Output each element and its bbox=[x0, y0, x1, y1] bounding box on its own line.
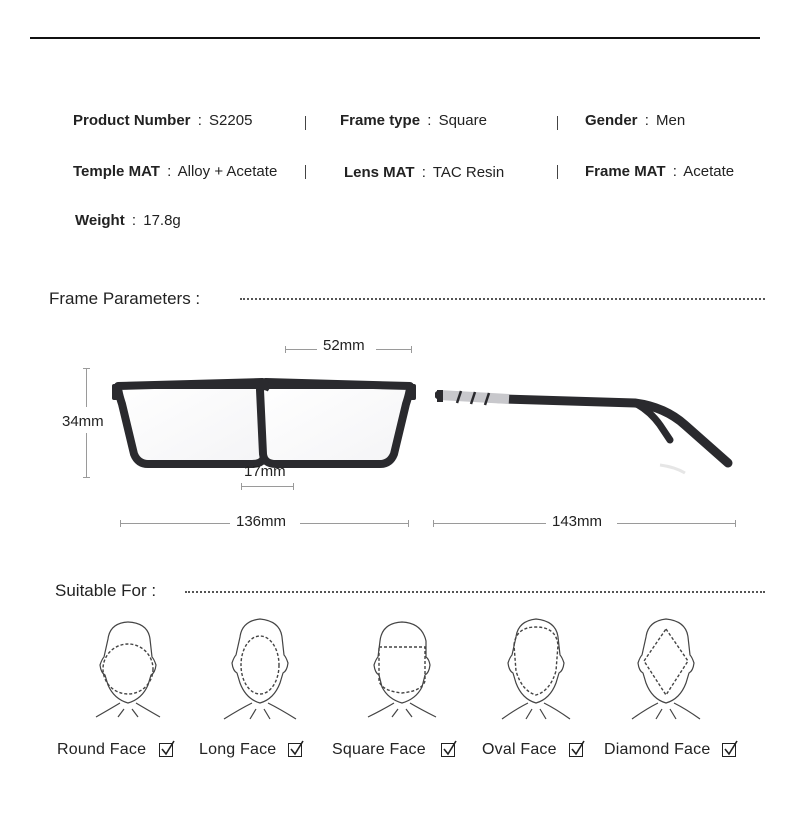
dimension-line bbox=[86, 368, 87, 407]
frame-width-label: 136mm bbox=[236, 513, 287, 530]
spec-divider bbox=[305, 116, 306, 130]
checkmark-icon bbox=[722, 743, 736, 757]
section-dotted-rule bbox=[185, 591, 765, 593]
checkmark-icon bbox=[159, 743, 173, 757]
spec-value: Alloy + Acetate bbox=[177, 163, 278, 180]
spec-key: Lens MAT bbox=[344, 164, 415, 181]
dimension-line bbox=[300, 523, 408, 524]
lens-height-label: 34mm bbox=[62, 413, 104, 430]
spec-key: Temple MAT bbox=[73, 163, 160, 180]
dimension-tick bbox=[408, 520, 409, 527]
square-face-icon bbox=[362, 617, 442, 725]
dimension-line bbox=[617, 523, 735, 524]
face-label-long: Long Face bbox=[199, 741, 277, 758]
glasses-front-view bbox=[112, 378, 417, 470]
spec-gender bbox=[585, 112, 685, 129]
spec-key: Gender bbox=[585, 112, 638, 129]
round-face-icon bbox=[88, 617, 168, 725]
spec-separator: : bbox=[197, 112, 202, 129]
dimension-tick bbox=[293, 483, 294, 490]
spec-weight bbox=[75, 212, 181, 229]
dimension-line bbox=[241, 486, 293, 487]
suitable-for-title: Suitable For : bbox=[55, 581, 157, 600]
spec-frame-mat bbox=[585, 163, 734, 180]
dimension-tick bbox=[241, 483, 242, 490]
spec-value: Acetate bbox=[683, 163, 735, 180]
spec-value: Square bbox=[438, 112, 487, 129]
lens-width-label: 52mm bbox=[323, 337, 365, 354]
temple-length-label: 143mm bbox=[552, 513, 603, 530]
spec-separator: : bbox=[167, 163, 172, 180]
dimension-line bbox=[433, 523, 546, 524]
checkmark-icon bbox=[569, 743, 583, 757]
glasses-side-view bbox=[435, 385, 740, 480]
spec-temple-mat bbox=[73, 163, 277, 180]
section-dotted-rule bbox=[240, 298, 765, 300]
dimension-tick bbox=[83, 368, 90, 369]
dimension-tick bbox=[120, 520, 121, 527]
long-face-icon bbox=[220, 615, 300, 725]
spec-divider bbox=[557, 116, 558, 130]
dimension-line bbox=[376, 349, 411, 350]
spec-separator: : bbox=[672, 163, 677, 180]
spec-lens-mat bbox=[344, 164, 504, 181]
dimension-tick bbox=[285, 346, 286, 353]
dimension-line bbox=[285, 349, 317, 350]
dimension-tick bbox=[433, 520, 434, 527]
face-label-diamond: Diamond Face bbox=[604, 741, 711, 758]
spec-frame-type bbox=[340, 112, 487, 129]
spec-separator: : bbox=[421, 164, 426, 181]
spec-key: Product Number bbox=[73, 112, 191, 129]
dimension-tick bbox=[411, 346, 412, 353]
diamond-face-icon bbox=[626, 615, 706, 725]
bridge-width-label: 17mm bbox=[244, 463, 286, 480]
spec-key: Frame MAT bbox=[585, 163, 666, 180]
spec-product-number bbox=[73, 112, 252, 129]
dimension-line bbox=[86, 433, 87, 477]
checkmark-icon bbox=[441, 743, 455, 757]
checkmark-icon bbox=[288, 743, 302, 757]
dimension-line bbox=[120, 523, 230, 524]
spec-separator: : bbox=[131, 212, 137, 229]
face-label-round: Round Face bbox=[57, 741, 147, 758]
dimension-tick bbox=[83, 477, 90, 478]
oval-face-icon bbox=[496, 615, 576, 725]
spec-value: Men bbox=[656, 112, 686, 129]
spec-value: 17.8g bbox=[143, 212, 181, 229]
spec-key: Weight bbox=[75, 212, 125, 229]
face-label-square: Square Face bbox=[332, 741, 426, 758]
dimension-tick bbox=[735, 520, 736, 527]
spec-separator: : bbox=[427, 112, 432, 129]
top-divider bbox=[30, 37, 760, 39]
spec-value: TAC Resin bbox=[432, 164, 505, 181]
spec-divider bbox=[305, 165, 306, 179]
spec-divider bbox=[557, 165, 558, 179]
frame-parameters-title: Frame Parameters : bbox=[49, 289, 201, 308]
spec-separator: : bbox=[644, 112, 649, 129]
spec-key: Frame type bbox=[340, 112, 421, 129]
spec-value: S2205 bbox=[209, 112, 253, 129]
face-label-oval: Oval Face bbox=[482, 741, 557, 758]
